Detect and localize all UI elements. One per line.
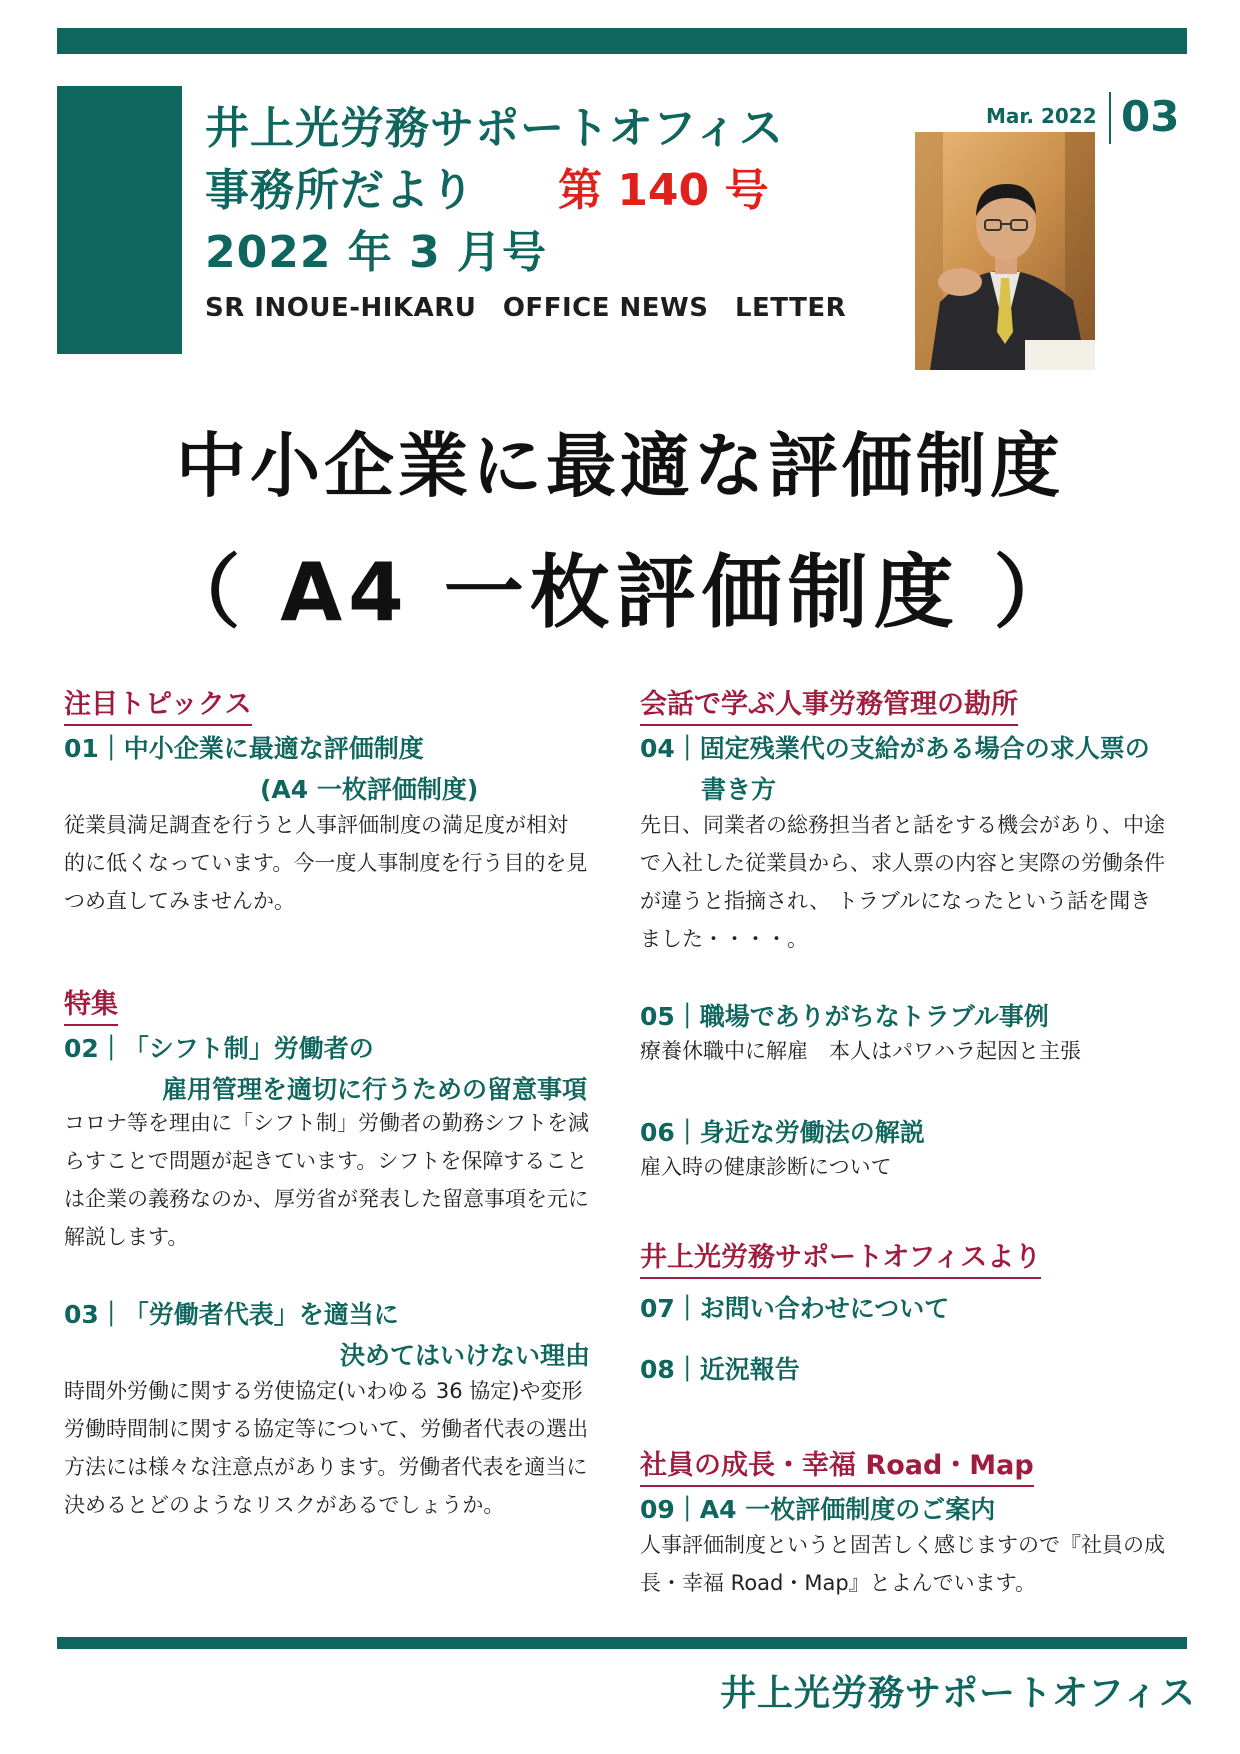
article-03-summary-line: 方法には様々な注意点があります。労働者代表を適当に <box>64 1455 588 1479</box>
article-04-summary-line: で入社した従業員から、求人票の内容と実際の労働条件 <box>640 851 1165 875</box>
date-divider <box>1109 92 1111 144</box>
bottom-decorative-bar <box>57 1637 1187 1649</box>
article-02-summary <box>64 1104 589 1256</box>
top-decorative-bar <box>57 28 1187 54</box>
header-side-block <box>57 86 182 354</box>
article-02-subtitle: 雇用管理を適切に行うための留意事項 <box>162 1075 588 1104</box>
article-04-summary-line: が違うと指摘され、 トラブルになったという話を聞き <box>640 889 1152 913</box>
article-02-summary-line: は企業の義務なのか、厚労省が発表した留意事項を元に <box>64 1187 589 1211</box>
article-06-summary <box>640 1148 892 1186</box>
issue-date-jp: 2022 年 3 月号 <box>205 227 548 278</box>
article-02-summary-line: らすことで問題が起きています。シフトを保障すること <box>64 1149 588 1173</box>
article-09-summary-line: 長・幸福 Road・Map』とよんでいます。 <box>640 1571 1037 1595</box>
main-title-line2: （ A4 一枚評価制度 ） <box>160 546 1080 639</box>
issue-number: 第 140 号 <box>558 165 769 216</box>
newsletter-name: 事務所だより <box>205 165 475 216</box>
article-03-title: 03｜「労働者代表」を適当に <box>64 1300 399 1329</box>
article-04-summary-line: ました・・・・。 <box>640 927 808 951</box>
section-heading-feature: 特集 <box>64 982 118 1026</box>
article-08-title: 08｜近況報告 <box>640 1355 800 1384</box>
article-01-subtitle: (A4 一枚評価制度) <box>260 775 479 804</box>
article-06-title: 06｜身近な労働法の解説 <box>640 1118 925 1147</box>
office-name-heading: 井上光労務サポートオフィス <box>205 103 784 154</box>
article-03-summary-line: 決めるとどのようなリスクがあるでしょうか。 <box>64 1493 505 1517</box>
article-05-summary-line: 療養休職中に解雇 本人はパワハラ起因と主張 <box>640 1039 1081 1063</box>
article-01-summary <box>64 806 587 920</box>
article-02-title: 02｜「シフト制」労働者の <box>64 1034 374 1063</box>
article-04-title: 04｜固定残業代の支給がある場合の求人票の <box>640 734 1150 763</box>
article-03-summary <box>64 1372 588 1524</box>
section-heading-office-news: 井上光労務サポートオフィスより <box>640 1235 1041 1279</box>
article-05-summary <box>640 1032 1081 1070</box>
section-heading-road-map: 社員の成長・幸福 Road・Map <box>640 1443 1034 1487</box>
article-04-subtitle: 書き方 <box>701 775 777 804</box>
section-heading-topics: 注目トピックス <box>64 682 252 726</box>
article-09-summary <box>640 1526 1165 1602</box>
article-05-title: 05｜職場でありがちなトラブル事例 <box>640 1002 1049 1031</box>
main-title-line1: 中小企業に最適な評価制度 <box>176 425 1064 507</box>
article-02-summary-line: コロナ等を理由に「シフト制」労働者の勤務シフトを減 <box>64 1111 589 1135</box>
article-02-summary-line: 解説します。 <box>64 1225 189 1249</box>
article-03-summary-line: 時間外労働に関する労使協定(いわゆる 36 協定)や変形 <box>64 1379 583 1403</box>
section-heading-hr-conversation: 会話で学ぶ人事労務管理の勘所 <box>640 682 1018 726</box>
article-09-summary-line: 人事評価制度というと固苦しく感じますので『社員の成 <box>640 1533 1165 1557</box>
newsletter-subtitle-en: SR INOUE-HIKARU OFFICE NEWS LETTER <box>205 293 847 323</box>
article-01-title: 01｜中小企業に最適な評価制度 <box>64 734 424 763</box>
article-03-summary-line: 労働時間制に関する協定等について、労働者代表の選出 <box>64 1417 589 1441</box>
issue-month-number: 03 <box>1121 92 1180 141</box>
footer-office-name: 井上光労務サポートオフィス <box>720 1673 1196 1714</box>
article-04-summary <box>640 806 1165 958</box>
article-06-summary-line: 雇入時の健康診断について <box>640 1155 892 1179</box>
article-01-summary-line: 的に低くなっています。今一度人事制度を行う目的を見 <box>64 851 588 875</box>
article-03-subtitle: 決めてはいけない理由 <box>340 1341 591 1370</box>
author-photo <box>915 132 1095 370</box>
issue-date-en: Mar. 2022 <box>986 104 1097 128</box>
article-07-title: 07｜お問い合わせについて <box>640 1294 950 1323</box>
article-09-title: 09｜A4 一枚評価制度のご案内 <box>640 1495 996 1524</box>
article-01-summary-line: つめ直してみませんか。 <box>64 889 295 913</box>
article-04-summary-line: 先日、同業者の総務担当者と話をする機会があり、中途 <box>640 813 1165 837</box>
article-01-summary-line: 従業員満足調査を行うと人事評価制度の満足度が相対 <box>64 813 568 837</box>
